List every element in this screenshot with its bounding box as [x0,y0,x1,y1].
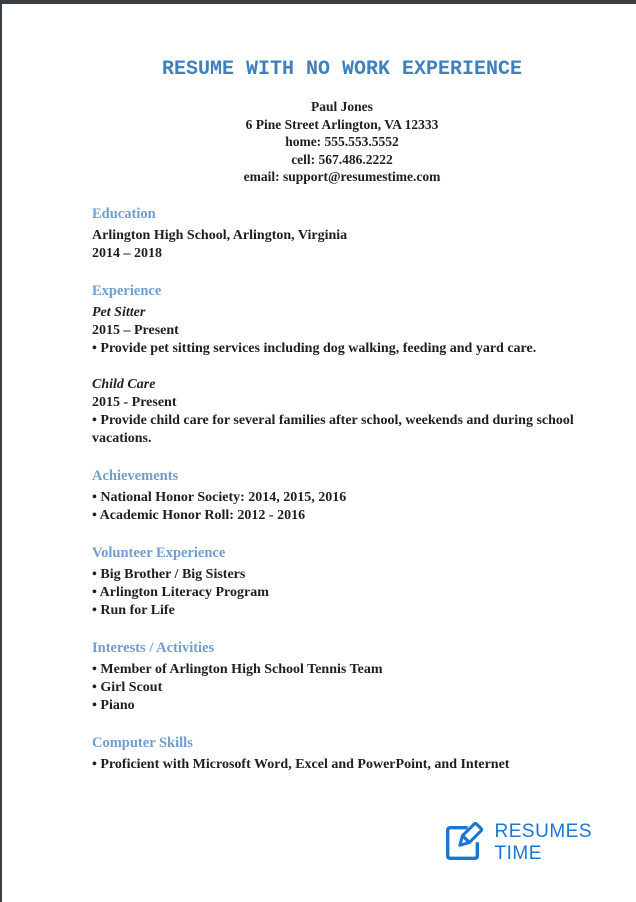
job-dates: 2015 – Present [92,322,179,338]
contact-name: Paul Jones [311,99,373,114]
section-interests-activities [92,639,592,715]
contact-email: email: support@resumestime.com [243,169,441,184]
job-entry [92,304,592,358]
pencil-square-icon [440,820,486,866]
job-title: Child Care [92,376,156,392]
list-item: • Girl Scout [92,679,163,695]
list-item: • Run for Life [92,602,175,618]
list-item: • National Honor Society: 2014, 2015, 2016 [92,489,347,505]
section-heading: Computer Skills [92,734,193,751]
contact-address: 6 Pine Street Arlington, VA 12333 [245,116,439,132]
resumestime-logo [440,820,592,866]
job-bullet: • Provide pet sitting services including dog walking, feeding and yard care. [92,340,537,356]
list-item: • Big Brother / Big Sisters [92,566,246,582]
section-volunteer-experience [92,544,592,620]
logo-text-line2: TIME [494,843,542,864]
contact-cell-phone: cell: 567.486.2222 [291,151,393,167]
volunteer-list [92,566,592,620]
section-education [92,205,592,263]
section-heading: Achievements [92,467,179,484]
resume-content [0,4,636,774]
achievements-list [92,489,592,525]
section-heading: Education [92,205,156,222]
list-item: • Piano [92,697,135,713]
list-item: • Member of Arlington High School Tennis Team [92,661,383,677]
section-experience [92,282,592,448]
computer-skills-list [92,756,592,774]
section-heading: Interests / Activities [92,639,215,656]
list-item: • Arlington Literacy Program [92,584,269,600]
contact-block [92,98,592,186]
list-item: • Academic Honor Roll: 2012 - 2016 [92,507,306,523]
job-entry [92,376,592,448]
education-dates: 2014 – 2018 [92,245,162,261]
section-heading: Volunteer Experience [92,544,226,561]
interests-list [92,661,592,715]
section-achievements [92,467,592,525]
list-item: • Proficient with Microsoft Word, Excel and PowerPoint, and Internet [92,756,510,772]
education-school: Arlington High School, Arlington, Virginia [92,227,348,243]
logo-text-line1: RESUMES [494,821,592,842]
page-title: RESUME WITH NO WORK EXPERIENCE [161,58,523,81]
logo-text [495,821,592,865]
contact-home-phone: home: 555.553.5552 [285,134,399,149]
section-heading: Experience [92,282,162,299]
job-dates: 2015 - Present [92,394,177,410]
job-bullet: • Provide child care for several families after school, weekends and during school vacations. [92,412,574,446]
section-computer-skills [92,734,592,774]
page-left-frame [0,4,2,902]
job-title: Pet Sitter [92,304,146,320]
